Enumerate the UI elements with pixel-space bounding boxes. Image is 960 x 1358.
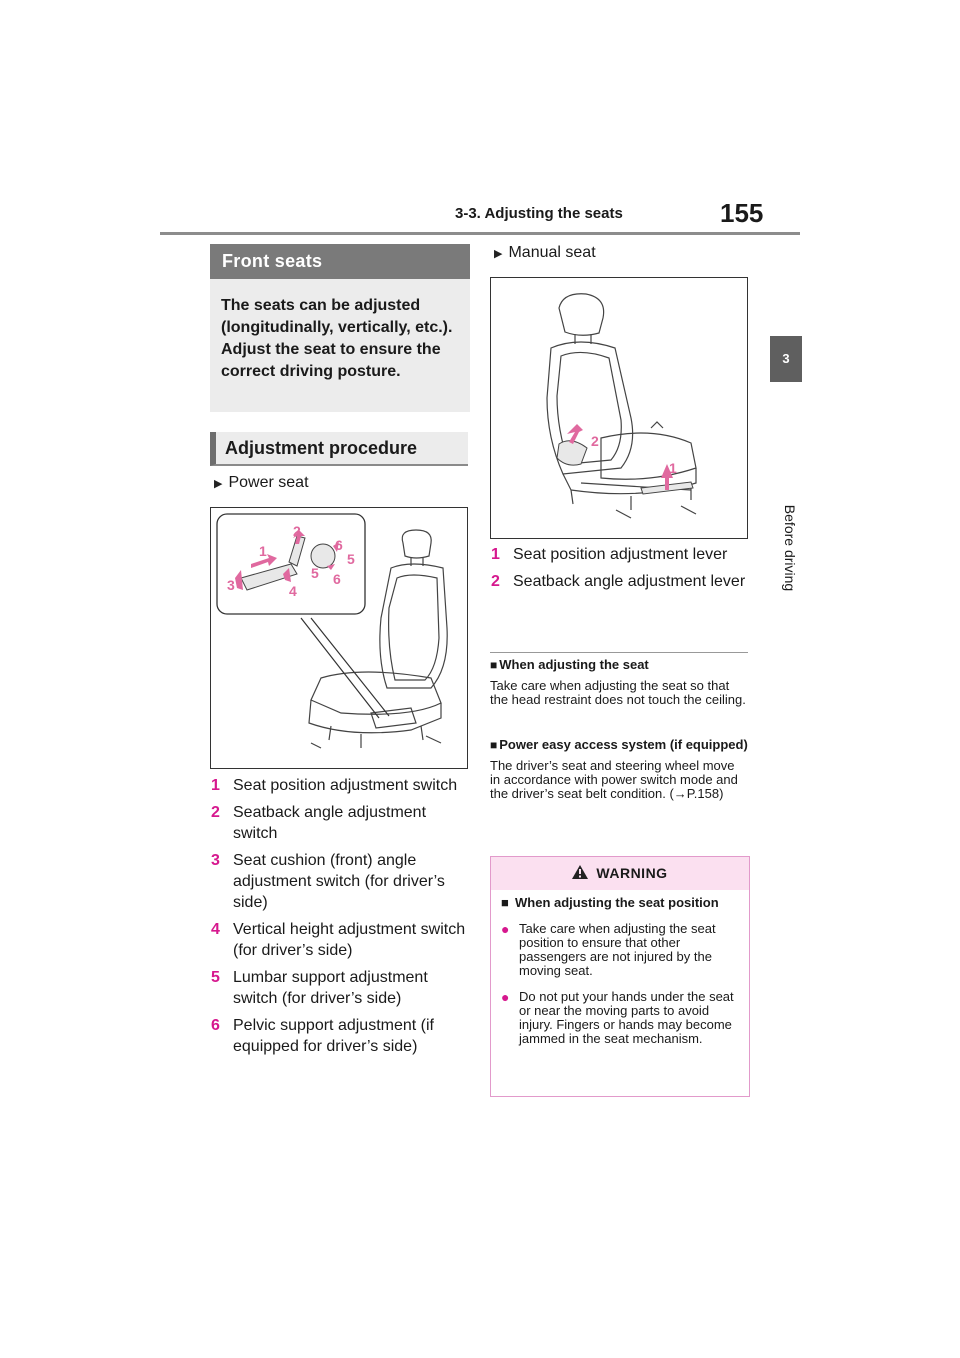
section-divider xyxy=(490,652,748,653)
callout-manual-2: 2 xyxy=(591,433,599,449)
page-number: 155 xyxy=(720,198,764,228)
head-restraint-outline xyxy=(402,530,431,558)
callout-power-4: 4 xyxy=(289,583,297,599)
seat-cushion-outline xyxy=(601,433,696,479)
power-seat-label: ▶ Power seat xyxy=(214,474,309,491)
warning-triangle-icon xyxy=(572,865,588,879)
square-bullet-icon: ■ xyxy=(490,658,498,672)
warning-item: ● Do not put your hands under the seat or near the moving parts to avoid injury. Fingers or hands may become jammed in the seat mechanism. xyxy=(501,989,734,1046)
callout-power-6b: 6 xyxy=(333,571,341,587)
manual-seat-drawing xyxy=(491,278,748,539)
list-item: 4 Vertical height adjustment switch (for driver’s side) xyxy=(211,921,466,959)
section-title: 3-3. Adjusting the seats xyxy=(455,205,623,222)
callout-power-2: 2 xyxy=(293,523,301,539)
power-seat-drawing xyxy=(211,508,468,769)
callout-power-5a: 5 xyxy=(347,551,355,567)
warning-item: ● Take care when adjusting the seat position to ensure that other passengers are not injured by the moving seat. xyxy=(501,921,716,978)
callout-power-3: 3 xyxy=(227,577,235,593)
callout-manual-1: 1 xyxy=(669,460,677,476)
list-item: 2 Seatback angle adjustment lever xyxy=(491,573,746,590)
list-item: 3 Seat cushion (front) angle adjustment switch (for driver’s side) xyxy=(211,852,445,911)
circle-bullet-icon: ● xyxy=(501,921,510,937)
seatback-lever-shape xyxy=(557,441,587,465)
callout-power-1: 1 xyxy=(259,543,267,559)
callout-power-5b: 5 xyxy=(311,565,319,581)
manual-seat-label: ▶ Manual seat xyxy=(494,244,596,261)
chapter-label: Before driving xyxy=(782,504,798,592)
triangle-bullet-icon: ▶ xyxy=(214,478,223,490)
triangle-bullet-icon: ▶ xyxy=(494,248,503,260)
square-bullet-icon: ■ xyxy=(490,738,498,752)
warning-header: WARNING xyxy=(491,857,749,890)
note-power-easy-access: ■ Power easy access system (if equipped) The driver’s seat and steering wheel move in accordance with power switch mode and the driver’s seat belt condition. (→P.158) xyxy=(490,737,748,801)
power-seat-illustration xyxy=(210,507,468,769)
callout-power-6a: 6 xyxy=(335,537,343,553)
list-item: 2 Seatback angle adjustment switch xyxy=(211,804,427,842)
list-item: 1 Seat position adjustment lever xyxy=(491,546,728,563)
list-item: 5 Lumbar support adjustment switch (for driver’s side) xyxy=(211,969,428,1007)
square-bullet-icon: ■ xyxy=(501,895,509,910)
power-seat-list xyxy=(211,775,466,1063)
list-item: 1 Seat position adjustment switch xyxy=(211,777,458,794)
circle-bullet-icon: ● xyxy=(501,989,510,1005)
adjustment-procedure-heading: Adjustment procedure xyxy=(210,432,468,466)
header-rule xyxy=(160,232,800,235)
front-seats-intro: The seats can be adjusted (longitudinally, vertically, etc.). Adjust the seat to ensure the correct driving posture. xyxy=(210,279,470,412)
manual-seat-list xyxy=(491,544,746,598)
manual-seat-illustration xyxy=(490,277,748,539)
head-restraint-outline xyxy=(559,294,604,335)
front-seats-title: Front seats xyxy=(210,244,470,279)
chapter-tab[interactable]: 3 xyxy=(770,336,802,382)
warning-box xyxy=(490,856,750,1097)
note-adjusting-seat: ■ When adjusting the seat Take care when adjusting the seat so that the head restraint does not touch the ceiling. xyxy=(490,657,746,707)
warning-title: ■ When adjusting the seat position xyxy=(501,895,719,910)
seat-cushion-outline xyxy=(311,672,441,714)
list-item: 6 Pelvic support adjustment (if equipped for driver’s side) xyxy=(211,1017,434,1055)
